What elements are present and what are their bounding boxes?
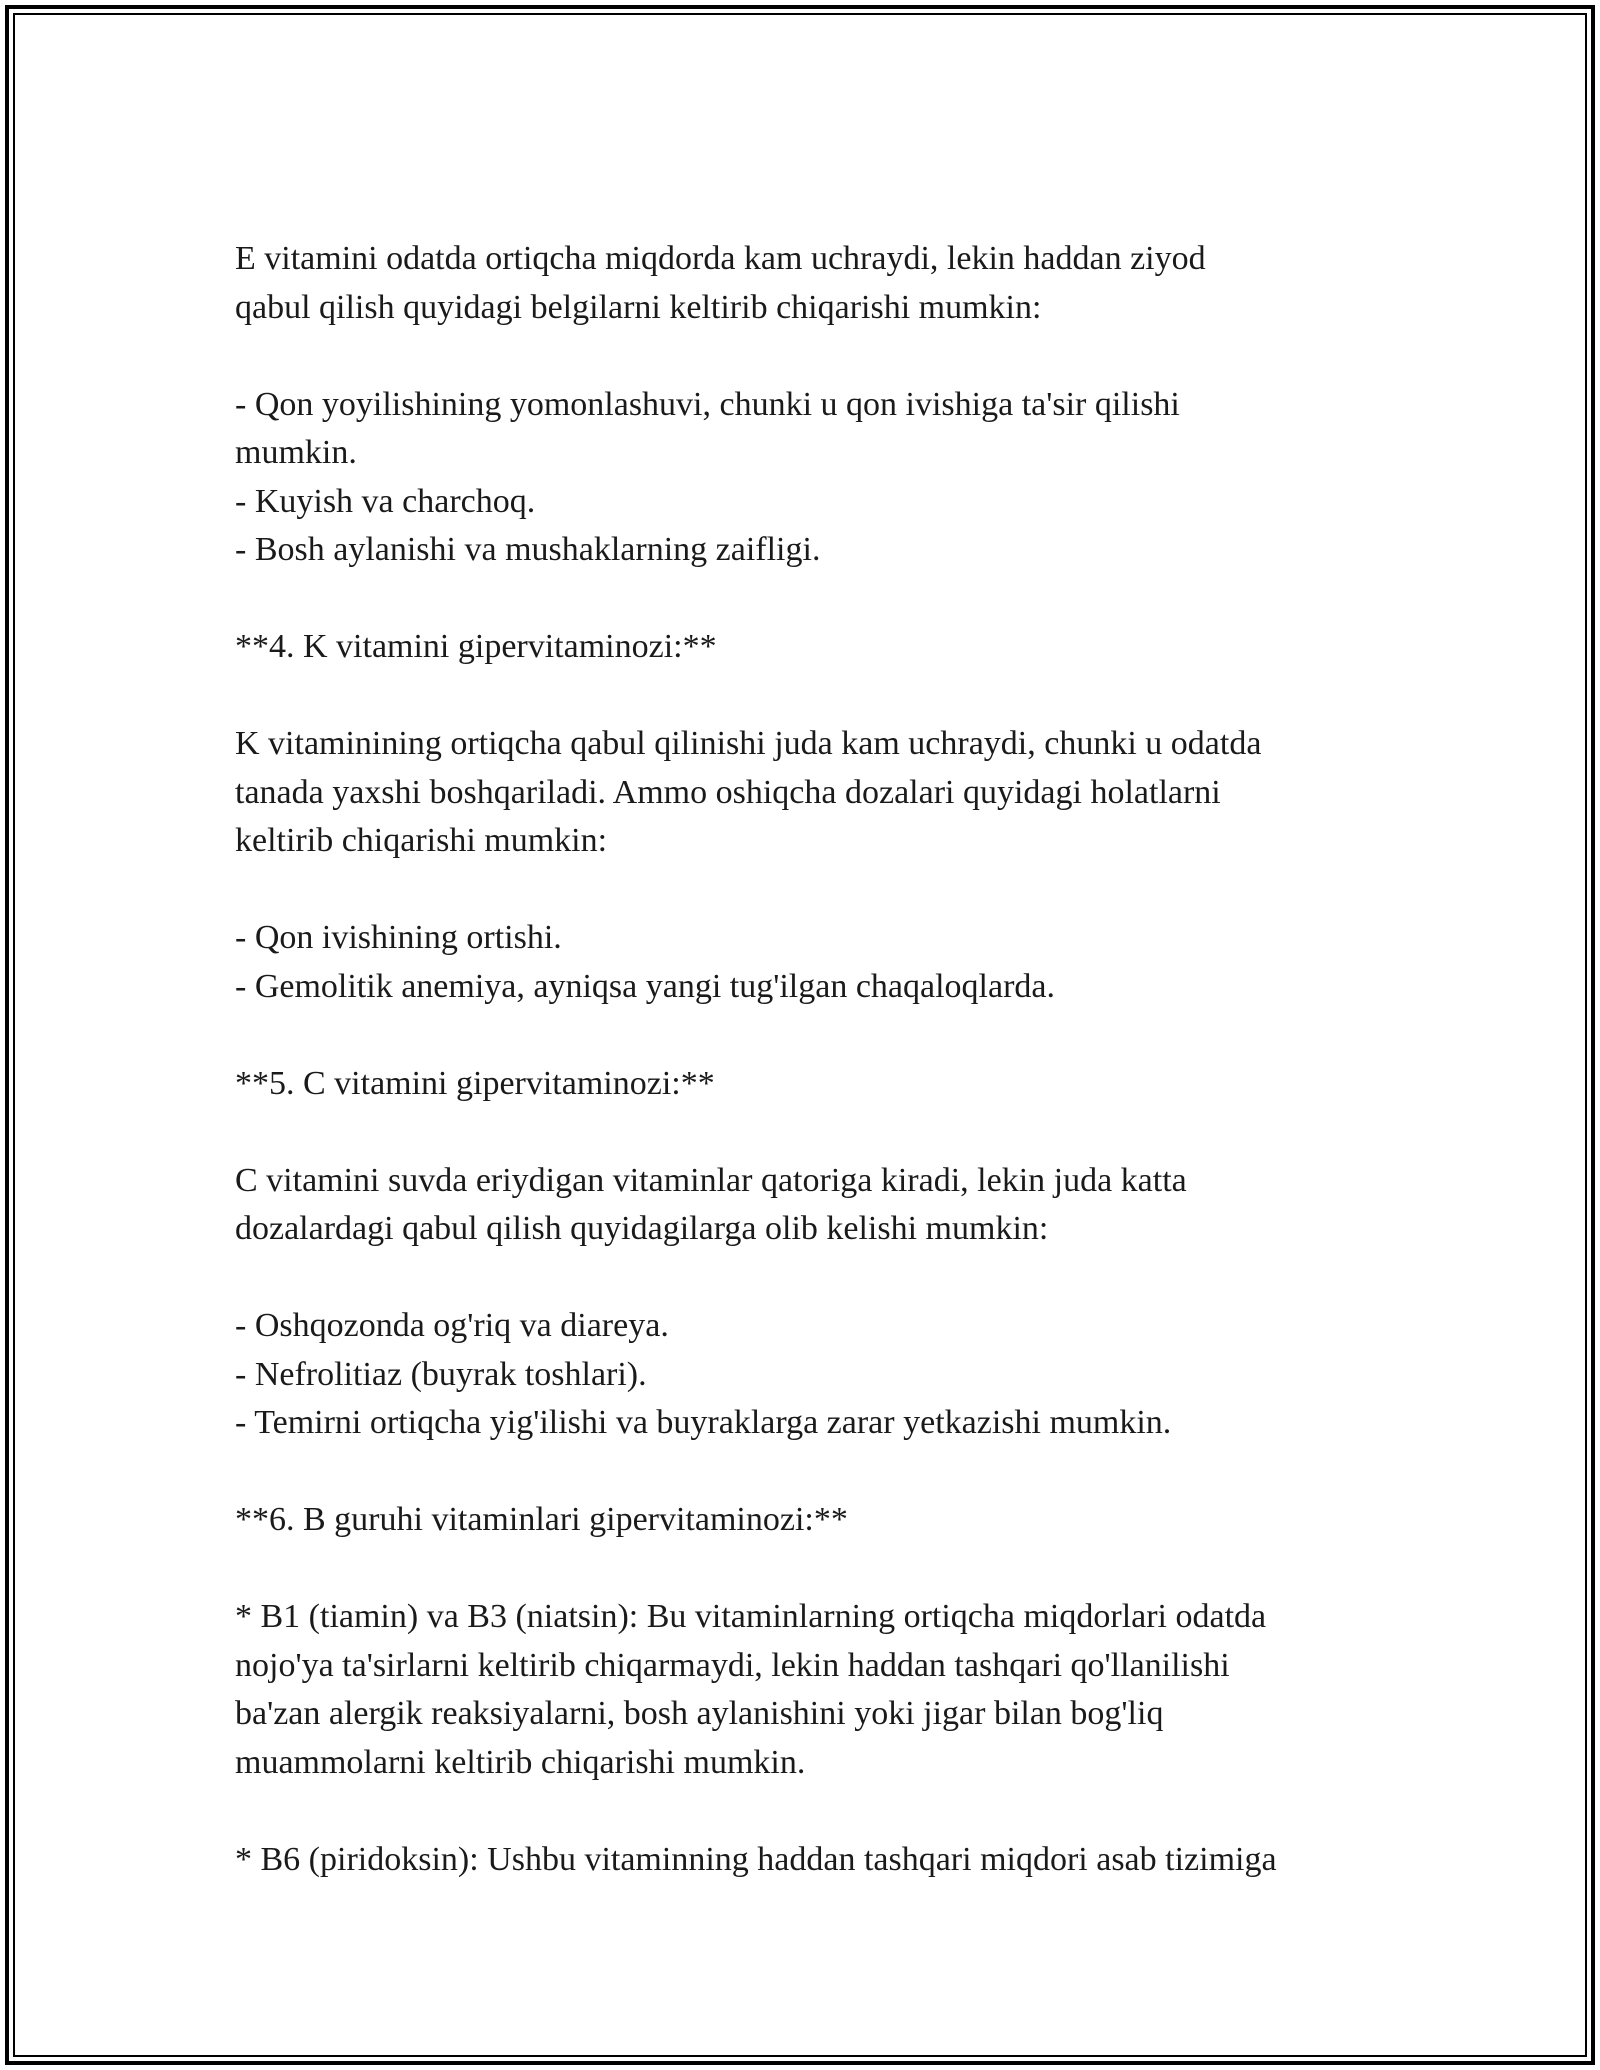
text-line: ba'zan alergik reaksiyalarni, bosh aylanishini yoki jigar bilan bog'liq: [235, 1695, 1164, 1732]
section-heading: **5. C vitamini gipervitaminozi:**: [235, 1064, 715, 1102]
list-item: - Qon yoyilishining yomonlashuvi, chunki u qon ivishiga ta'sir qilishi: [235, 385, 1180, 423]
blank-line: [235, 672, 1415, 721]
blank-line: [235, 1448, 1415, 1497]
text-line: muammolarni keltirib chiqarishi mumkin.: [235, 1743, 806, 1781]
list-item: - Nefrolitiaz (buyrak toshlari).: [235, 1355, 647, 1393]
text-line: C vitamini suvda eriydigan vitaminlar qatoriga kiradi, lekin juda katta: [235, 1161, 1187, 1199]
text-line: K vitaminining ortiqcha qabul qilinishi juda kam uchraydi, chunki u odatda: [235, 725, 1262, 762]
blank-line: [235, 1254, 1415, 1303]
bullet-item: * B6 (piridoksin): Ushbu vitaminning haddan tashqari miqdori asab tizimiga: [235, 1840, 1277, 1878]
list-item: - Oshqozonda og'riq va diareya.: [235, 1307, 669, 1344]
blank-line: [235, 1108, 1415, 1157]
text-line: mumkin.: [235, 434, 357, 471]
blank-line: [235, 866, 1415, 915]
section-heading: **4. K vitamini gipervitaminozi:**: [235, 628, 717, 665]
list-item: - Bosh aylanishi va mushaklarning zaifligi.: [235, 531, 821, 568]
blank-line: [235, 575, 1415, 624]
blank-line: [235, 1787, 1415, 1836]
list-item: - Qon ivishining ortishi.: [235, 919, 562, 956]
text-line: E vitamini odatda ortiqcha miqdorda kam uchraydi, lekin haddan ziyod: [235, 240, 1206, 277]
text-line: tanada yaxshi boshqariladi. Ammo oshiqcha dozalari quyidagi holatlarni: [235, 773, 1221, 811]
document-body: [235, 235, 1415, 1884]
list-item: - Temirni ortiqcha yig'ilishi va buyraklarga zarar yetkazishi mumkin.: [235, 1404, 1172, 1441]
list-item: - Gemolitik anemiya, ayniqsa yangi tug'ilgan chaqaloqlarda.: [235, 967, 1055, 1005]
list-item: - Kuyish va charchoq.: [235, 482, 536, 520]
blank-line: [235, 1545, 1415, 1594]
text-line: qabul qilish quyidagi belgilarni keltirib chiqarishi mumkin:: [235, 288, 1042, 326]
text-line: nojo'ya ta'sirlarni keltirib chiqarmaydi, lekin haddan tashqari qo'llanilishi: [235, 1646, 1230, 1684]
blank-line: [235, 1011, 1415, 1060]
bullet-item: * B1 (tiamin) va B3 (niatsin): Bu vitaminlarning ortiqcha miqdorlari odatda: [235, 1598, 1267, 1635]
text-line: dozalardagi qabul qilish quyidagilarga olib kelishi mumkin:: [235, 1210, 1049, 1247]
section-heading: **6. B guruhi vitaminlari gipervitaminozi:**: [235, 1501, 848, 1538]
blank-line: [235, 332, 1415, 381]
text-line: keltirib chiqarishi mumkin:: [235, 822, 608, 859]
